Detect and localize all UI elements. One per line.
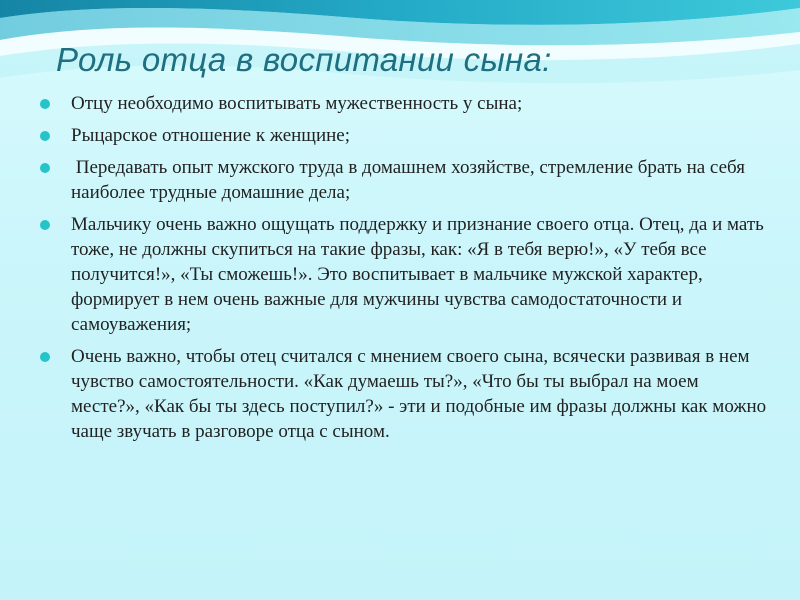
bullet-dot-icon: [40, 352, 50, 362]
bullet-text: Отцу необходимо воспитывать мужественность у сына;: [71, 93, 523, 114]
bullet-list: [40, 91, 770, 451]
bullet-text: Очень важно, чтобы отец считался с мнением своего сына, всячески развивая в нем чувство самостоятельности. «Как думаешь ты?», «Что бы ты выбрал на моем месте?», «Как бы ты здесь поступил?» - эти и подобные им фразы должны как можно чаще звучать в разговоре отца с сыном.: [71, 346, 767, 442]
bullet-dot-icon: [40, 163, 50, 173]
bullet-text: Передавать опыт мужского труда в домашнем хозяйстве, стремление брать на себя наиболее трудные домашние дела;: [71, 157, 750, 203]
bullet-dot-icon: [40, 131, 50, 141]
bullet-item: [40, 91, 770, 116]
bullet-dot-icon: [40, 99, 50, 109]
bullet-item: [40, 123, 770, 148]
bullet-dot-icon: [40, 220, 50, 230]
bullet-item: [40, 212, 770, 337]
bullet-text: Рыцарское отношение к женщине;: [71, 125, 350, 146]
bullet-item: [40, 155, 770, 205]
bullet-text: Мальчику очень важно ощущать поддержку и признание своего отца. Отец, да и мать тоже, не должны скупиться на такие фразы, как: «Я в тебя верю!», «У тебя все получится!», «Ты сможешь!». Это воспитывает в мальчике мужской характер, формирует в нем очень важные для мужчины чувства самодостаточности и самоуважения;: [71, 214, 764, 335]
slide-title: Роль отца в воспитании сына:: [56, 41, 552, 78]
bullet-item: [40, 344, 770, 444]
